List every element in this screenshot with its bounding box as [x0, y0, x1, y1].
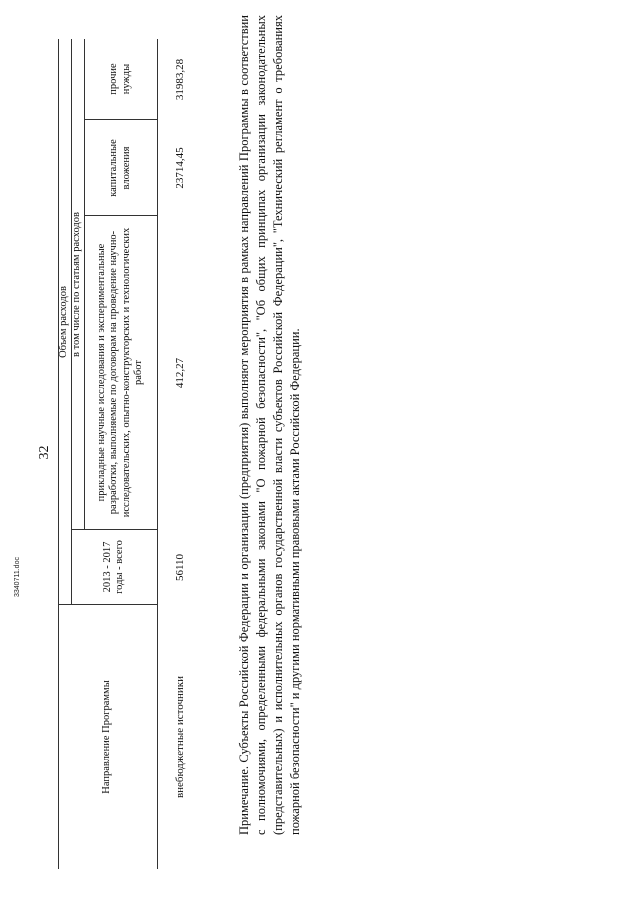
header-total: 2013 - 2017 годы - всего: [101, 540, 125, 594]
header-research: прикладные научные исследования и экспериментальные разработки, выполняемые по договорам на проведение научно-исследовательских, опытно-конструкторских и технологических работ: [95, 227, 144, 518]
column-divider-4: [84, 119, 157, 120]
header-bottom-rule: [157, 39, 158, 869]
row-total: 56110: [174, 553, 186, 582]
header-direction: Направление Программы: [101, 680, 113, 794]
header-capital: капитальные вложения: [108, 139, 132, 197]
header-other: прочие нужды: [108, 63, 132, 95]
header-volume: Объем расходов: [58, 286, 70, 358]
document-reference: 3340711.doc: [14, 557, 21, 597]
page-number: 32: [37, 445, 52, 460]
row-other: 31983,28: [174, 58, 186, 101]
column-divider-3: [84, 215, 157, 216]
row-label: внебюджетные источники: [174, 675, 186, 799]
row-capital: 23714,45: [174, 147, 186, 189]
footnote-text: Примечание. Субъекты Российской Федерации и организации (предприятия) выполняют мероприятия в рамках направлений Программы в соответствии с полномочиями, определенными федеральными законами "О пожарной безопасности", "Об общих принципах организации законодательных (представительных) и исполнительных органов государственной власти субъектов Российской Федерации", "Технический регламент о требованиях пожарной безопасности" и другими нормативными правовыми актами Российской Федерации.: [237, 15, 302, 835]
header-by-items: в том числе по статьям расходов: [71, 212, 83, 357]
row-research: 412,27: [174, 357, 186, 389]
